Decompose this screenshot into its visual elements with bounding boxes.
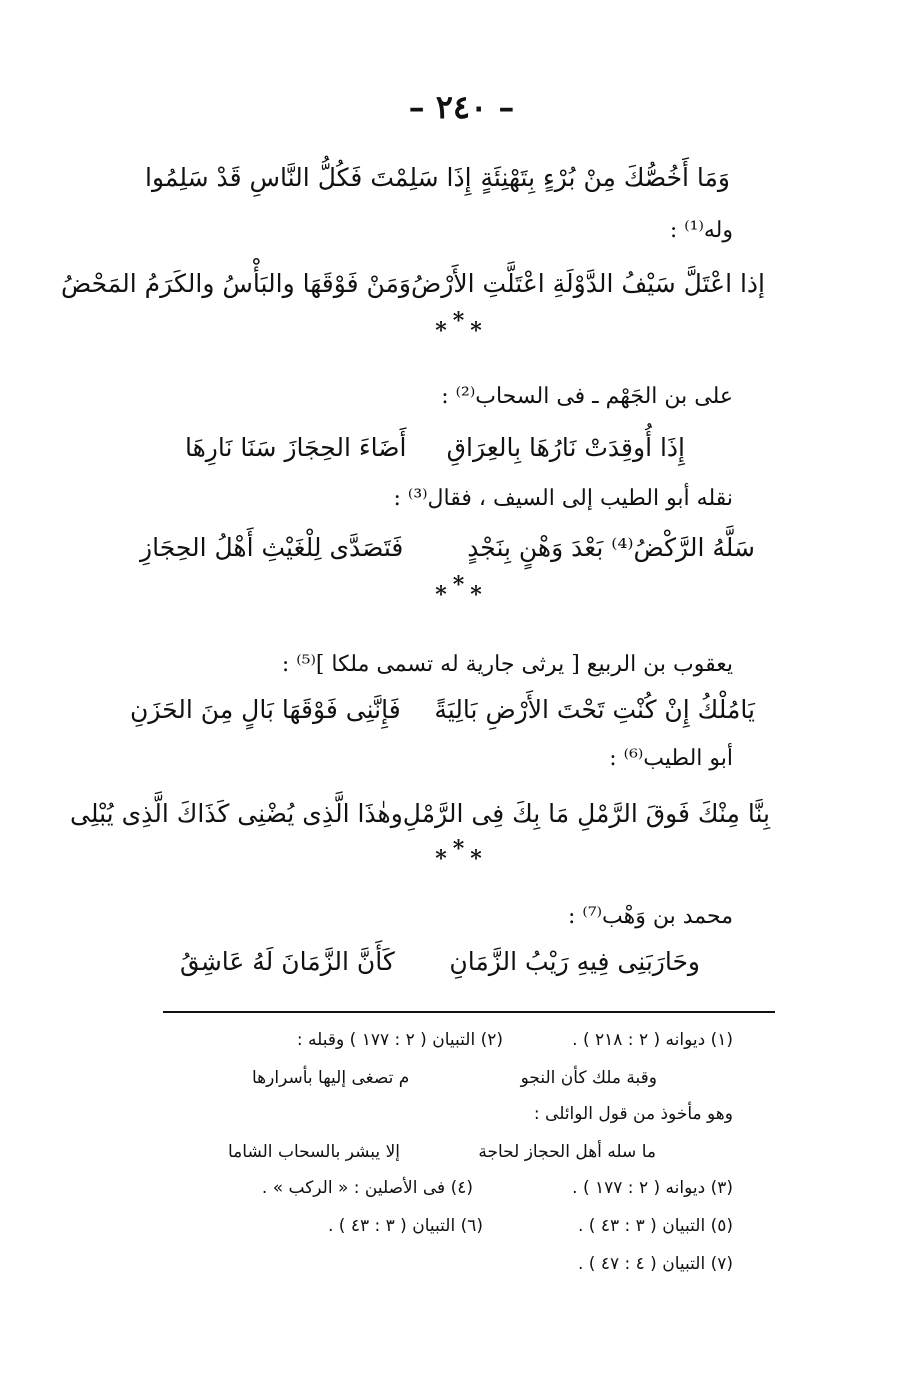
footnote-2-verse-2-second-hemistich: إلا يبشر بالسحاب الشاما bbox=[228, 1142, 400, 1162]
verse-5-first-hemistich: يَامُلْكُ إِنْ كُنْتِ تَحْتَ الأَرْضِ بَالِيَةً bbox=[434, 695, 755, 724]
verse-6-second-hemistich: وهٰذَا الَّذِى يُضْنِى كَذَاكَ الَّذِى يُبْلِى bbox=[70, 799, 403, 828]
verse-4 bbox=[140, 528, 755, 568]
heading-3: نقله أبو الطيب إلى السيف ، فقال⁽³⁾ : bbox=[393, 486, 733, 511]
verse-5-second-hemistich: فَإِنَّنِى فَوْقَهَا بَالٍ مِنَ الحَزَنِ bbox=[130, 695, 401, 724]
footnote-separator bbox=[163, 1011, 775, 1013]
verse-2-first-hemistich: إذا اعْتَلَّ سَيْفُ الدَّوْلَةِ اعْتَلَّتِ الأَرْضُ bbox=[411, 269, 765, 298]
footnote-2-verse-2-first-hemistich: ما سله أهل الحجاز لحاجة bbox=[478, 1142, 656, 1162]
heading-6: محمد بن وَهْب⁽⁷⁾ : bbox=[568, 904, 733, 929]
footnote-3: (٣) ديوانه ( ٢ : ١٧٧ ) . bbox=[572, 1178, 733, 1198]
footnote-4: (٤) فى الأصلين : « الركب » . bbox=[261, 1178, 473, 1198]
verse-7-second-hemistich: كَأَنَّ الزَّمَانَ لَهُ عَاشِقُ bbox=[180, 947, 395, 976]
verse-4-first-hemistich: سَلَّهُ الرَّكْضُ⁽⁴⁾ بَعْدَ وَهْنٍ بِنَجْدٍ bbox=[467, 533, 755, 562]
verse-3-first-hemistich: إِذَا أُوقِدَتْ نَارُهَا بِالعِرَاقِ bbox=[446, 433, 685, 462]
page-number: – ٢٤٠ – bbox=[408, 88, 515, 126]
verse-1 bbox=[145, 158, 730, 198]
verse-7-first-hemistich: وحَارَبَنِى فِيهِ رَيْبُ الزَّمَانِ bbox=[449, 947, 700, 976]
verse-3-second-hemistich: أَضَاءَ الحِجَازَ سَنَا نَارِهَا bbox=[185, 433, 407, 462]
footnote-2-text: وهو مأخوذ من قول الوائلى : bbox=[533, 1104, 733, 1124]
verse-2 bbox=[60, 264, 765, 304]
verse-3 bbox=[185, 428, 685, 468]
heading-1: وله⁽¹⁾ : bbox=[669, 218, 733, 243]
footnote-2-verse-1-first-hemistich: وقبة ملك كأن النجو bbox=[520, 1068, 657, 1088]
verse-6 bbox=[70, 794, 770, 834]
verse-1-first-hemistich: وَمَا أَخُصُّكَ مِنْ بُرْءٍ بِتَهْنِئَةٍ bbox=[480, 163, 730, 192]
heading-2: على بن الجَهْم ـ فى السحاب⁽²⁾ : bbox=[441, 384, 733, 409]
footnote-2-verse-2 bbox=[228, 1138, 656, 1166]
section-divider-stars-1: *** bbox=[435, 308, 488, 344]
section-divider-stars-2: *** bbox=[435, 572, 488, 608]
verse-4-second-hemistich: فَتَصَدَّى لِلْغَيْثِ أَهْلُ الحِجَازِ bbox=[140, 533, 404, 562]
footnote-1: (١) ديوانه ( ٢ : ٢١٨ ) . bbox=[572, 1030, 733, 1050]
heading-4: يعقوب بن الربيع [ يرثى جارية له تسمى ملكا ]⁽⁵⁾ : bbox=[281, 652, 733, 677]
footnote-7: (٧) التبيان ( ٤ : ٤٧ ) . bbox=[577, 1254, 733, 1274]
footnote-2: (٢) التبيان ( ٢ : ١٧٧ ) وقبله : bbox=[296, 1030, 503, 1050]
footnote-5: (٥) التبيان ( ٣ : ٤٣ ) . bbox=[577, 1216, 733, 1236]
footnote-2-verse-1 bbox=[252, 1064, 657, 1092]
heading-5: أبو الطيب⁽⁶⁾ : bbox=[609, 746, 733, 771]
footnote-6: (٦) التبيان ( ٣ : ٤٣ ) . bbox=[327, 1216, 483, 1236]
verse-5 bbox=[130, 690, 755, 730]
verse-7 bbox=[180, 942, 700, 982]
verse-2-second-hemistich: وَمَنْ فَوْقَهَا والبَأْسُ والكَرَمُ المَحْضُ bbox=[60, 269, 412, 298]
verse-6-first-hemistich: بِنَّا مِنْكَ فَوقَ الرَّمْلِ مَا بِكَ فِى الرَّمْلِ bbox=[402, 799, 770, 828]
section-divider-stars-3: *** bbox=[435, 836, 488, 872]
footnote-2-verse-1-second-hemistich: م تصغى إليها بأسرارها bbox=[252, 1068, 410, 1088]
verse-1-second-hemistich: إِذَا سَلِمْتَ فَكُلُّ النَّاسِ قَدْ سَلِمُوا bbox=[145, 163, 472, 192]
